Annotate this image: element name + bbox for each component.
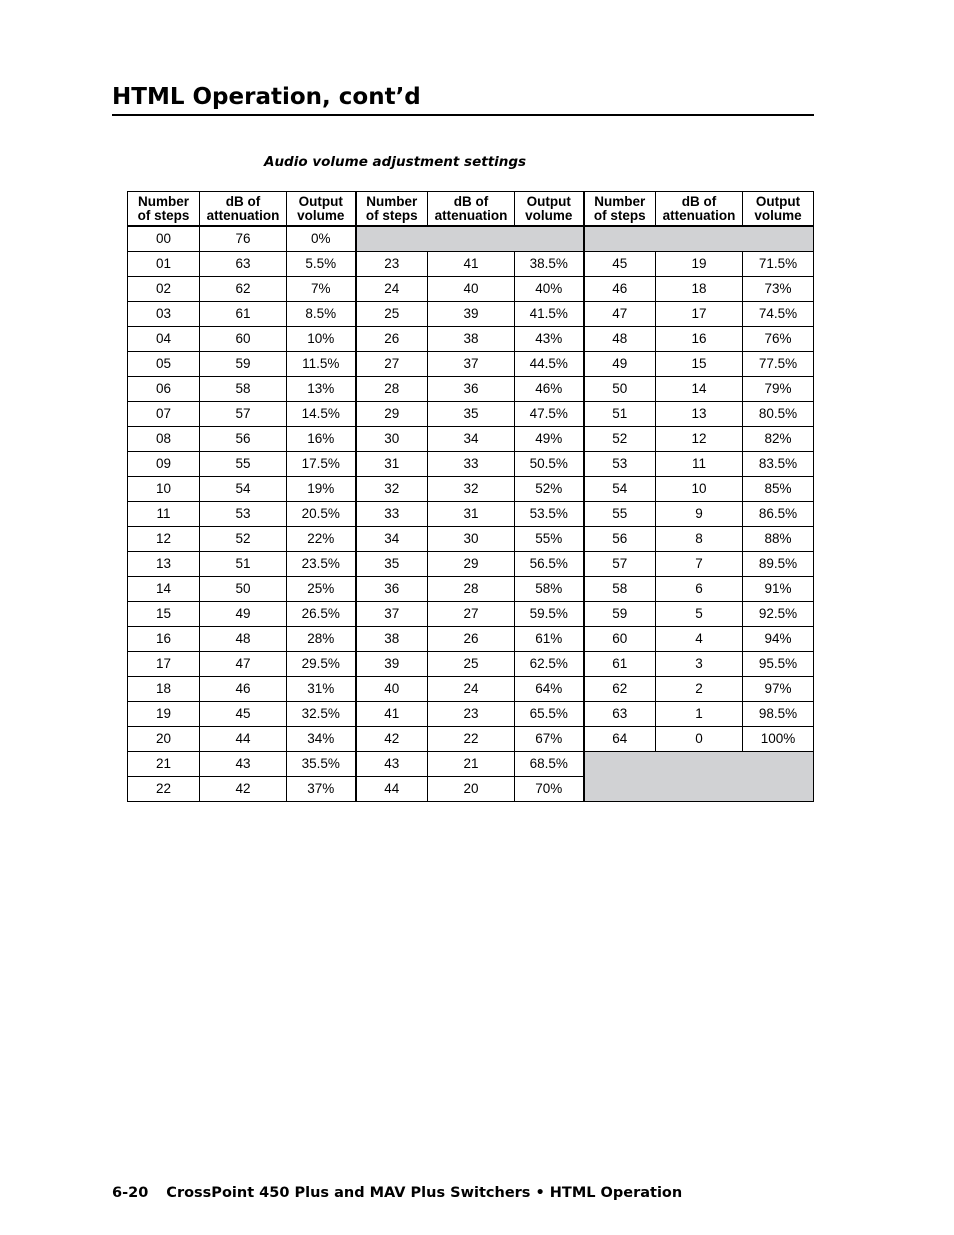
title-rule [112, 114, 814, 116]
table-cell: 27 [356, 352, 428, 377]
table-cell: 59 [584, 602, 656, 627]
table-cell: 52 [584, 427, 656, 452]
table-cell: 31 [428, 502, 515, 527]
table-cell: 91% [743, 577, 814, 602]
table-cell: 63 [200, 252, 287, 277]
table-cell: 100% [743, 727, 814, 752]
table-cell: 92.5% [743, 602, 814, 627]
column-header-line: volume [754, 207, 802, 223]
table-cell: 56.5% [515, 552, 584, 577]
table-cell: 04 [128, 327, 200, 352]
table-cell: 25 [428, 652, 515, 677]
table-cell: 42 [200, 777, 287, 802]
table-cell: 20.5% [287, 502, 356, 527]
table-cell: 3 [656, 652, 743, 677]
table-cell: 44 [200, 727, 287, 752]
table-row [128, 327, 814, 352]
column-header [287, 192, 356, 227]
table-row [128, 577, 814, 602]
table-cell: 40 [356, 677, 428, 702]
table-cell: 26 [428, 627, 515, 652]
table-cell: 53 [200, 502, 287, 527]
table-row [128, 477, 814, 502]
table-cell: 44.5% [515, 352, 584, 377]
column-header-line: of steps [137, 207, 190, 223]
table-row [128, 402, 814, 427]
column-header [128, 192, 200, 227]
table-cell: 61 [200, 302, 287, 327]
table-cell: 47 [200, 652, 287, 677]
table-cell: 55 [584, 502, 656, 527]
table-cell: 51 [200, 552, 287, 577]
column-header-line: dB of [453, 193, 489, 209]
table-cell: 20 [428, 777, 515, 802]
column-header [656, 192, 743, 227]
table-cell: 6 [656, 577, 743, 602]
table-cell: 22% [287, 527, 356, 552]
table-cell: 13% [287, 377, 356, 402]
table-cell: 00 [128, 226, 200, 252]
table-cell: 79% [743, 377, 814, 402]
table-body [128, 226, 814, 802]
table-cell: 33 [428, 452, 515, 477]
column-header [584, 192, 656, 227]
column-header [515, 192, 584, 227]
table-cell: 57 [584, 552, 656, 577]
table-cell: 37 [356, 602, 428, 627]
column-header-line: Output [298, 193, 343, 209]
table-cell: 76 [200, 226, 287, 252]
table-cell: 23.5% [287, 552, 356, 577]
table-cell: 52% [515, 477, 584, 502]
table-cell: 23 [428, 702, 515, 727]
table-cell: 86.5% [743, 502, 814, 527]
table-row [128, 277, 814, 302]
page-number: 6-20 [112, 1185, 149, 1201]
table-cell: 06 [128, 377, 200, 402]
table-cell: 31% [287, 677, 356, 702]
table-cell: 82% [743, 427, 814, 452]
table-cell: 0% [287, 226, 356, 252]
audio-volume-table [127, 191, 814, 802]
table-cell: 22 [428, 727, 515, 752]
table-cell: 27 [428, 602, 515, 627]
table-cell: 36 [356, 577, 428, 602]
table-cell: 11.5% [287, 352, 356, 377]
table-cell: 25 [356, 302, 428, 327]
page-title: HTML Operation, cont’d [112, 84, 421, 110]
table-cell: 14.5% [287, 402, 356, 427]
table-cell: 19 [128, 702, 200, 727]
table-cell: 17 [128, 652, 200, 677]
table-cell: 25% [287, 577, 356, 602]
table-cell: 54 [584, 477, 656, 502]
table-cell: 53.5% [515, 502, 584, 527]
table-cell: 45 [200, 702, 287, 727]
table-cell: 47.5% [515, 402, 584, 427]
table-cell: 8 [656, 527, 743, 552]
table-cell: 67% [515, 727, 584, 752]
table-cell: 71.5% [743, 252, 814, 277]
table-cell: 37 [428, 352, 515, 377]
table-cell: 19% [287, 477, 356, 502]
empty-cell [584, 226, 814, 252]
table-cell: 58 [200, 377, 287, 402]
table-cell: 35.5% [287, 752, 356, 777]
table-cell: 4 [656, 627, 743, 652]
table-row [128, 752, 814, 777]
table-cell: 32 [356, 477, 428, 502]
table-row [128, 502, 814, 527]
table-cell: 30 [356, 427, 428, 452]
table-cell: 88% [743, 527, 814, 552]
table-cell: 08 [128, 427, 200, 452]
table-cell: 77.5% [743, 352, 814, 377]
table-cell: 50 [200, 577, 287, 602]
table-cell: 1 [656, 702, 743, 727]
table-cell: 70% [515, 777, 584, 802]
table-cell: 56 [584, 527, 656, 552]
table-row [128, 427, 814, 452]
table-cell: 43 [356, 752, 428, 777]
table-cell: 16% [287, 427, 356, 452]
table-cell: 34 [356, 527, 428, 552]
table-cell: 23 [356, 252, 428, 277]
table-cell: 24 [356, 277, 428, 302]
table-cell: 50.5% [515, 452, 584, 477]
table-cell: 26.5% [287, 602, 356, 627]
table-cell: 21 [428, 752, 515, 777]
table-cell: 01 [128, 252, 200, 277]
table-row [128, 252, 814, 277]
table-cell: 29.5% [287, 652, 356, 677]
table-row [128, 377, 814, 402]
table-cell: 28 [428, 577, 515, 602]
table-cell: 24 [428, 677, 515, 702]
table-cell: 64 [584, 727, 656, 752]
table-cell: 45 [584, 252, 656, 277]
column-header-line: Number [594, 193, 646, 209]
empty-cell [584, 752, 814, 802]
table-cell: 58% [515, 577, 584, 602]
table-cell: 26 [356, 327, 428, 352]
table-cell: 33 [356, 502, 428, 527]
table-cell: 05 [128, 352, 200, 377]
column-header-line: Number [137, 193, 189, 209]
table-cell: 13 [656, 402, 743, 427]
table-cell: 40 [428, 277, 515, 302]
table-cell: 43 [200, 752, 287, 777]
table-cell: 98.5% [743, 702, 814, 727]
table-cell: 42 [356, 727, 428, 752]
column-header [743, 192, 814, 227]
table-cell: 60 [584, 627, 656, 652]
page-footer [112, 1184, 682, 1202]
table-cell: 97% [743, 677, 814, 702]
column-header [428, 192, 515, 227]
table-cell: 11 [656, 452, 743, 477]
column-header [356, 192, 428, 227]
table-cell: 09 [128, 452, 200, 477]
table-cell: 9 [656, 502, 743, 527]
table-row [128, 727, 814, 752]
column-header-line: volume [297, 207, 345, 223]
table-cell: 80.5% [743, 402, 814, 427]
column-header-line: attenuation [662, 207, 736, 223]
table-cell: 56 [200, 427, 287, 452]
table-cell: 03 [128, 302, 200, 327]
column-header [200, 192, 287, 227]
table-row [128, 627, 814, 652]
table-cell: 76% [743, 327, 814, 352]
table-row [128, 652, 814, 677]
table-row [128, 226, 814, 252]
table-cell: 94% [743, 627, 814, 652]
table-cell: 60 [200, 327, 287, 352]
table-cell: 83.5% [743, 452, 814, 477]
column-header-line: dB of [681, 193, 717, 209]
table-cell: 41 [356, 702, 428, 727]
table-cell: 51 [584, 402, 656, 427]
table-row [128, 702, 814, 727]
table-cell: 46% [515, 377, 584, 402]
table-cell: 59 [200, 352, 287, 377]
table-cell: 73% [743, 277, 814, 302]
table-cell: 59.5% [515, 602, 584, 627]
table-cell: 40% [515, 277, 584, 302]
table-row [128, 452, 814, 477]
table-row [128, 602, 814, 627]
table-cell: 44 [356, 777, 428, 802]
table-cell: 02 [128, 277, 200, 302]
table-row [128, 302, 814, 327]
table-row [128, 677, 814, 702]
table-cell: 22 [128, 777, 200, 802]
table-cell: 15 [656, 352, 743, 377]
table-cell: 36 [428, 377, 515, 402]
table-caption: Audio volume adjustment settings [264, 154, 527, 170]
table-cell: 11 [128, 502, 200, 527]
table-cell: 49% [515, 427, 584, 452]
table-cell: 10 [128, 477, 200, 502]
table-row [128, 527, 814, 552]
table-cell: 63 [584, 702, 656, 727]
column-header-line: Number [366, 193, 418, 209]
table-cell: 74.5% [743, 302, 814, 327]
table-cell: 10% [287, 327, 356, 352]
table-cell: 0 [656, 727, 743, 752]
table-row [128, 552, 814, 577]
table-cell: 30 [428, 527, 515, 552]
table-cell: 50 [584, 377, 656, 402]
table-cell: 38 [428, 327, 515, 352]
table-cell: 34% [287, 727, 356, 752]
table-cell: 7% [287, 277, 356, 302]
table-cell: 5.5% [287, 252, 356, 277]
table-cell: 68.5% [515, 752, 584, 777]
table-cell: 8.5% [287, 302, 356, 327]
table-cell: 39 [428, 302, 515, 327]
column-header-line: Output [755, 193, 801, 209]
column-header-line: Output [526, 193, 571, 209]
table-cell: 49 [200, 602, 287, 627]
column-header-line: of steps [365, 207, 418, 223]
table-cell: 62 [584, 677, 656, 702]
table-row [128, 352, 814, 377]
table-cell: 5 [656, 602, 743, 627]
table-cell: 21 [128, 752, 200, 777]
table-cell: 65.5% [515, 702, 584, 727]
table-cell: 41 [428, 252, 515, 277]
table-cell: 12 [656, 427, 743, 452]
table-cell: 38.5% [515, 252, 584, 277]
table-cell: 48 [584, 327, 656, 352]
table-cell: 53 [584, 452, 656, 477]
table-cell: 17.5% [287, 452, 356, 477]
table-cell: 17 [656, 302, 743, 327]
table-cell: 54 [200, 477, 287, 502]
table-cell: 07 [128, 402, 200, 427]
table-cell: 10 [656, 477, 743, 502]
column-header-line: attenuation [434, 207, 508, 223]
column-header-line: dB of [225, 193, 261, 209]
table-cell: 18 [656, 277, 743, 302]
table-cell: 61 [584, 652, 656, 677]
table-cell: 16 [128, 627, 200, 652]
table-cell: 62 [200, 277, 287, 302]
column-header-line: of steps [593, 207, 646, 223]
table-cell: 31 [356, 452, 428, 477]
column-header-line: volume [525, 207, 573, 223]
table-cell: 48 [200, 627, 287, 652]
table-cell: 28 [356, 377, 428, 402]
table-cell: 52 [200, 527, 287, 552]
column-header-line: attenuation [206, 207, 280, 223]
table-cell: 38 [356, 627, 428, 652]
table-cell: 14 [656, 377, 743, 402]
table-cell: 35 [428, 402, 515, 427]
table-cell: 57 [200, 402, 287, 427]
empty-cell [356, 226, 584, 252]
table-cell: 15 [128, 602, 200, 627]
table-cell: 39 [356, 652, 428, 677]
table-cell: 20 [128, 727, 200, 752]
table-cell: 32 [428, 477, 515, 502]
table-cell: 29 [428, 552, 515, 577]
table-cell: 41.5% [515, 302, 584, 327]
table-cell: 13 [128, 552, 200, 577]
table-cell: 55 [200, 452, 287, 477]
table-cell: 32.5% [287, 702, 356, 727]
table-cell: 95.5% [743, 652, 814, 677]
table-cell: 37% [287, 777, 356, 802]
table-cell: 46 [200, 677, 287, 702]
table-cell: 43% [515, 327, 584, 352]
table-cell: 18 [128, 677, 200, 702]
table-cell: 46 [584, 277, 656, 302]
table-cell: 29 [356, 402, 428, 427]
table-cell: 2 [656, 677, 743, 702]
table-header-row [128, 192, 814, 227]
table-cell: 55% [515, 527, 584, 552]
table-cell: 19 [656, 252, 743, 277]
table-cell: 34 [428, 427, 515, 452]
table-cell: 64% [515, 677, 584, 702]
table-cell: 62.5% [515, 652, 584, 677]
table-cell: 49 [584, 352, 656, 377]
table-cell: 89.5% [743, 552, 814, 577]
table-cell: 28% [287, 627, 356, 652]
table-cell: 14 [128, 577, 200, 602]
table-cell: 58 [584, 577, 656, 602]
table-cell: 61% [515, 627, 584, 652]
footer-title: CrossPoint 450 Plus and MAV Plus Switchers • HTML Operation [166, 1185, 683, 1201]
table-cell: 7 [656, 552, 743, 577]
table-cell: 85% [743, 477, 814, 502]
table-cell: 35 [356, 552, 428, 577]
table-cell: 16 [656, 327, 743, 352]
table-cell: 47 [584, 302, 656, 327]
table-cell: 12 [128, 527, 200, 552]
